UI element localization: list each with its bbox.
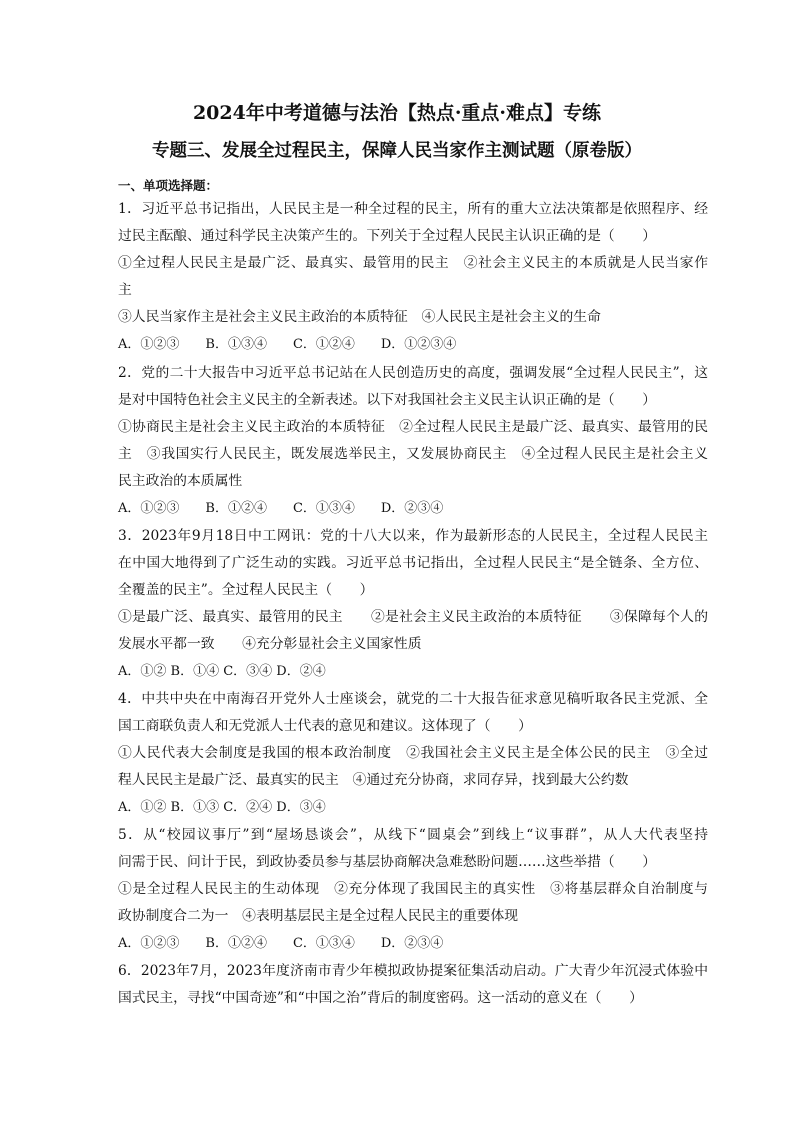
question-option-line: 发展水平都一致 ④充分彰显社会主义国家性质 xyxy=(118,636,422,652)
question-stem-line: 2．党的二十大报告中习近平总书记站在人民创造历史的高度，强调发展“全过程人民民主”，这 xyxy=(118,365,708,381)
question-1 xyxy=(118,196,708,358)
question-option-line: 主 xyxy=(118,282,132,298)
question-stem-line: 5．从“校园议事厅”到“屋场恳谈会”，从线下“圆桌会”到线上“议事群”，从人大代表坚持 xyxy=(118,827,708,843)
question-stem-line: 在中国大地得到了广泛生动的实践。习近平总书记指出，全过程人民民主“是全链条、全方位、 xyxy=(118,555,708,571)
question-3 xyxy=(118,523,708,685)
section-heading: 一、单项选择题： xyxy=(118,178,219,193)
question-stem-line: 4．中共中央在中南海召开党外人士座谈会，就党的二十大报告征求意见稿听取各民主党派、全 xyxy=(118,691,708,707)
answer-choices: A．①② B．①③ C．②④ D．③④ xyxy=(118,800,326,815)
answer-choices: A．①②③ B．①③④ C．①②④ D．①②③④ xyxy=(118,337,457,352)
question-option-line: ①人民代表大会制度是我国的根本政治制度 ②我国社会主义民主是全体公民的民主 ③全过 xyxy=(118,745,708,761)
question-stem-line: 全覆盖的民主”。全过程人民民主（ ） xyxy=(118,582,374,598)
question-stem-line: 是对中国特色社会主义民主的全新表述。以下对我国社会主义民主认识正确的是（ ） xyxy=(118,392,657,408)
document-title: 2024年中考道德与法治【热点·重点·难点】专练 xyxy=(192,102,602,124)
question-stem-line: 国工商联负责人和无党派人士代表的意见和建议。这体现了（ ） xyxy=(118,718,532,734)
question-option-line: 政协制度合二为一 ④表明基层民主是全过程人民民主的重要体现 xyxy=(118,908,519,924)
question-stem-line: 3．2023年9月18日中工网讯：党的十八大以来，作为最新形态的人民民主，全过程人民民主 xyxy=(118,528,708,544)
answer-choices: A．①②③ B．①②④ C．①③④ D．②③④ xyxy=(118,501,444,516)
question-option-line: 民主政治的本质属性 xyxy=(118,473,243,489)
question-stem-line: 过民主酝酿、通过科学民主决策产生的。下列关于全过程人民民主认识正确的是（ ） xyxy=(118,228,657,244)
question-2 xyxy=(118,360,708,522)
question-4 xyxy=(118,686,708,821)
question-option-line: ①是最广泛、最真实、最管用的民主 ②是社会主义民主政治的本质特征 ③保障每个人的 xyxy=(118,609,708,625)
answer-choices: A．①②③ B．①②④ C．①③④ D．②③④ xyxy=(118,936,444,951)
question-option-line: ③人民当家作主是社会主义民主政治的本质特征 ④人民民主是社会主义的生命 xyxy=(118,309,601,325)
document-subtitle: 专题三、发展全过程民主，保障人民当家作主测试题（原卷版） xyxy=(152,141,642,161)
question-stem-line: 国式民主，寻找“中国奇迹”和“中国之治”背后的制度密码。这一活动的意义在（ ） xyxy=(118,990,643,1006)
question-6 xyxy=(118,958,708,1012)
answer-choices: A．①② B．①④ C．③④ D．②④ xyxy=(118,664,326,679)
question-option-line: ①是全过程人民民主的生动体现 ②充分体现了我国民主的真实性 ③将基层群众自治制度与 xyxy=(118,881,708,897)
question-stem-line: 1．习近平总书记指出，人民民主是一种全过程的民主，所有的重大立法决策都是依照程序、经 xyxy=(118,201,708,217)
question-stem-line: 问需于民、问计于民，到政协委员参与基层协商解决急难愁盼问题……这些举措（ ） xyxy=(118,854,657,870)
question-stem-line: 6．2023年7月，2023年度济南市青少年模拟政协提案征集活动启动。广大青少年沉浸式体验中 xyxy=(118,963,708,979)
question-5 xyxy=(118,822,708,957)
question-option-line: ①全过程人民民主是最广泛、最真实、最管用的民主 ②社会主义民主的本质就是人民当家作 xyxy=(118,255,708,271)
question-option-line: 程人民民主是最广泛、最真实的民主 ④通过充分协商，求同存异，找到最大公约数 xyxy=(118,772,629,788)
question-option-line: 主 ③我国实行人民民主，既发展选举民主，又发展协商民主 ④全过程人民民主是社会主义 xyxy=(118,446,708,462)
question-option-line: ①协商民主是社会主义民主政治的本质特征 ②全过程人民民主是最广泛、最真实、最管用的民 xyxy=(118,419,708,435)
